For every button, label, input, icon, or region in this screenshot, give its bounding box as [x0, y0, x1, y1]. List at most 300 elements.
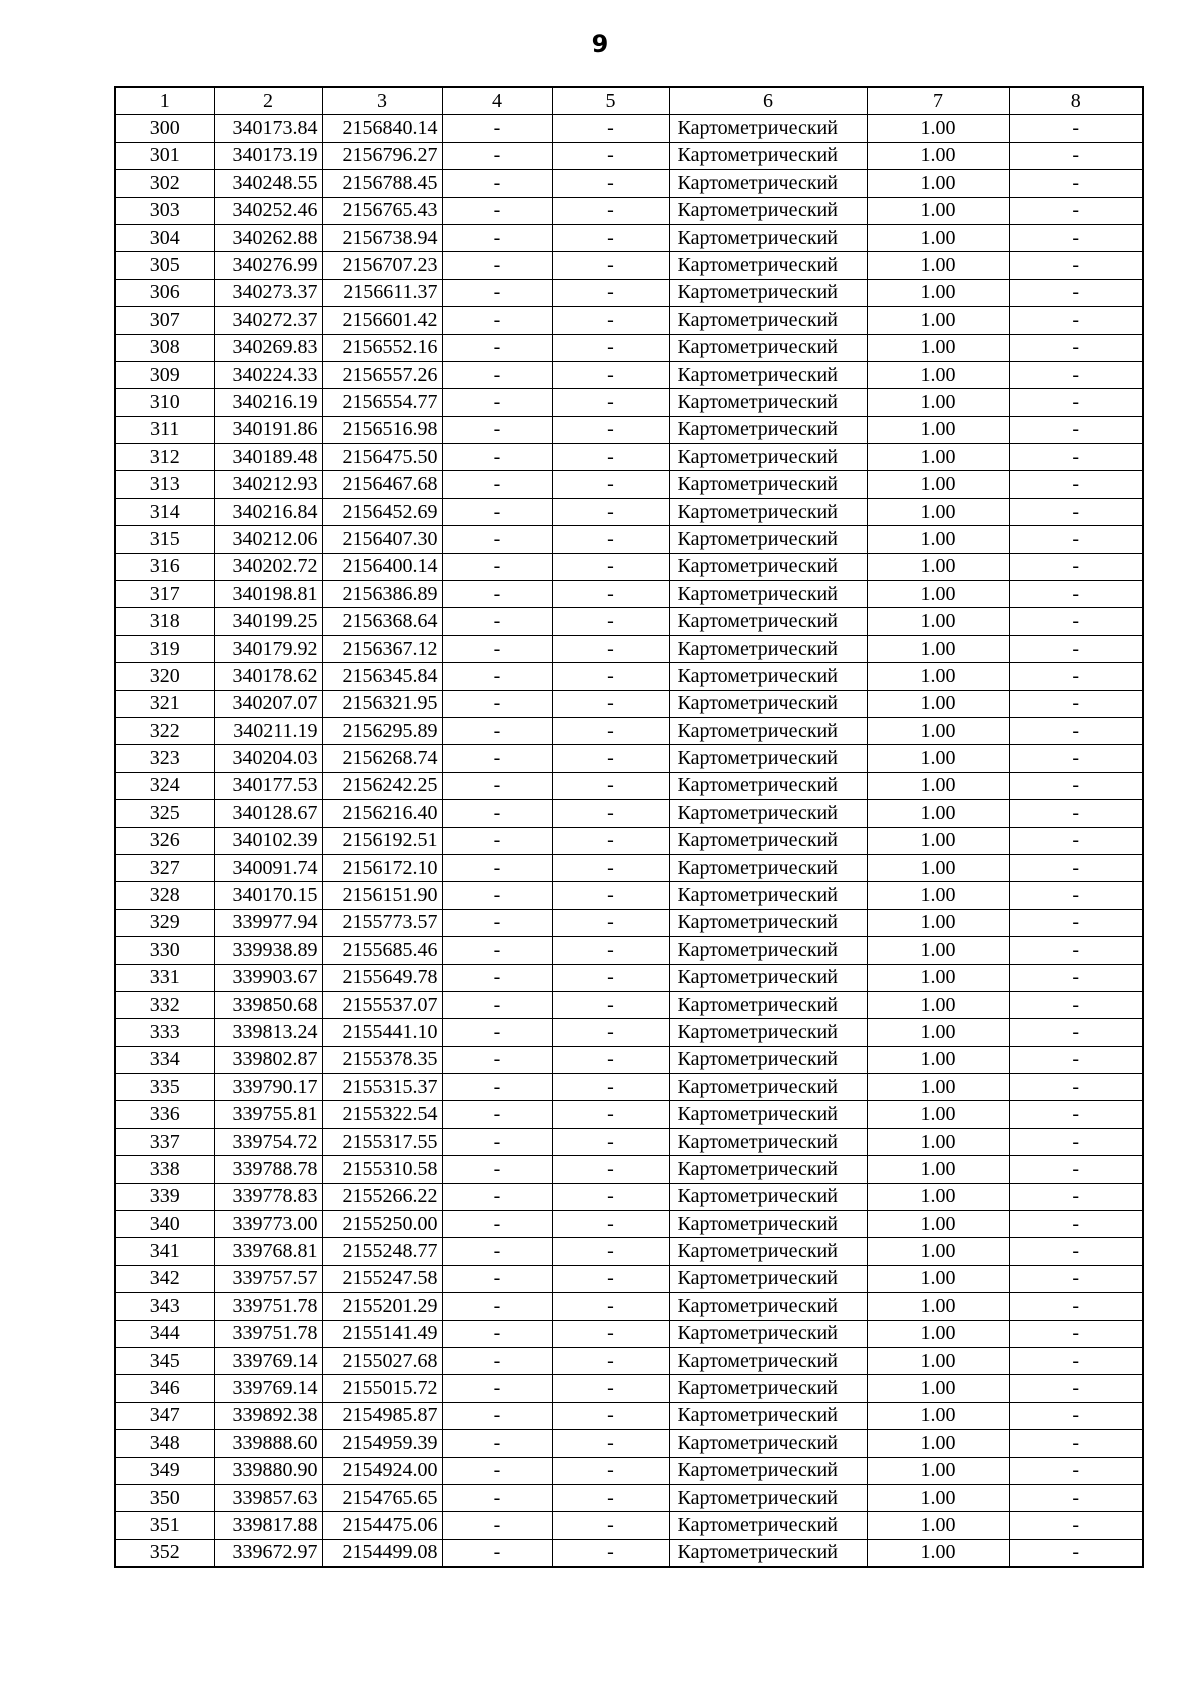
y-coordinate-cell: 2155315.37	[322, 1074, 442, 1101]
x-coordinate-cell: 340216.84	[214, 498, 322, 525]
method-cell: Картометрический	[669, 553, 867, 580]
col-8-cell: -	[1009, 854, 1143, 881]
x-coordinate-cell: 339751.78	[214, 1320, 322, 1347]
table-row	[115, 361, 1143, 388]
method-cell: Картометрический	[669, 170, 867, 197]
table-row	[115, 1457, 1143, 1484]
point-number-cell: 316	[115, 553, 214, 580]
method-cell: Картометрический	[669, 1293, 867, 1320]
accuracy-cell: 1.00	[867, 142, 1009, 169]
y-coordinate-cell: 2155248.77	[322, 1238, 442, 1265]
x-coordinate-cell: 339790.17	[214, 1074, 322, 1101]
y-coordinate-cell: 2155649.78	[322, 964, 442, 991]
y-coordinate-cell: 2155015.72	[322, 1375, 442, 1402]
accuracy-cell: 1.00	[867, 882, 1009, 909]
accuracy-cell: 1.00	[867, 1347, 1009, 1374]
col-8-cell: -	[1009, 1238, 1143, 1265]
accuracy-cell: 1.00	[867, 717, 1009, 744]
accuracy-cell: 1.00	[867, 690, 1009, 717]
col-5-cell: -	[552, 1457, 669, 1484]
point-number-cell: 341	[115, 1238, 214, 1265]
y-coordinate-cell: 2156840.14	[322, 115, 442, 142]
y-coordinate-cell: 2156475.50	[322, 444, 442, 471]
method-cell: Картометрический	[669, 608, 867, 635]
column-header-8: 8	[1009, 87, 1143, 115]
y-coordinate-cell: 2156368.64	[322, 608, 442, 635]
x-coordinate-cell: 339672.97	[214, 1539, 322, 1567]
col-5-cell: -	[552, 1265, 669, 1292]
col-4-cell: -	[442, 224, 552, 251]
table-row	[115, 224, 1143, 251]
col-5-cell: -	[552, 635, 669, 662]
table-row	[115, 197, 1143, 224]
col-5-cell: -	[552, 909, 669, 936]
accuracy-cell: 1.00	[867, 964, 1009, 991]
point-number-cell: 346	[115, 1375, 214, 1402]
table-row	[115, 690, 1143, 717]
col-8-cell: -	[1009, 498, 1143, 525]
table-row	[115, 170, 1143, 197]
y-coordinate-cell: 2155266.22	[322, 1183, 442, 1210]
method-cell: Картометрический	[669, 334, 867, 361]
col-4-cell: -	[442, 882, 552, 909]
col-4-cell: -	[442, 800, 552, 827]
col-5-cell: -	[552, 1019, 669, 1046]
table-row	[115, 581, 1143, 608]
col-4-cell: -	[442, 581, 552, 608]
col-8-cell: -	[1009, 307, 1143, 334]
col-4-cell: -	[442, 1539, 552, 1567]
col-5-cell: -	[552, 827, 669, 854]
y-coordinate-cell: 2156788.45	[322, 170, 442, 197]
x-coordinate-cell: 339938.89	[214, 937, 322, 964]
col-5-cell: -	[552, 745, 669, 772]
col-4-cell: -	[442, 1457, 552, 1484]
col-4-cell: -	[442, 279, 552, 306]
point-number-cell: 314	[115, 498, 214, 525]
y-coordinate-cell: 2154985.87	[322, 1402, 442, 1429]
col-4-cell: -	[442, 663, 552, 690]
table-row	[115, 444, 1143, 471]
accuracy-cell: 1.00	[867, 197, 1009, 224]
col-5-cell: -	[552, 1101, 669, 1128]
point-number-cell: 312	[115, 444, 214, 471]
col-8-cell: -	[1009, 197, 1143, 224]
col-4-cell: -	[442, 1074, 552, 1101]
col-4-cell: -	[442, 252, 552, 279]
method-cell: Картометрический	[669, 800, 867, 827]
col-5-cell: -	[552, 471, 669, 498]
table-row	[115, 827, 1143, 854]
col-5-cell: -	[552, 937, 669, 964]
table-row	[115, 663, 1143, 690]
table-row	[115, 334, 1143, 361]
x-coordinate-cell: 339850.68	[214, 991, 322, 1018]
col-8-cell: -	[1009, 526, 1143, 553]
col-5-cell: -	[552, 1539, 669, 1567]
method-cell: Картометрический	[669, 361, 867, 388]
table-row	[115, 252, 1143, 279]
point-number-cell: 307	[115, 307, 214, 334]
x-coordinate-cell: 339755.81	[214, 1101, 322, 1128]
x-coordinate-cell: 339892.38	[214, 1402, 322, 1429]
point-number-cell: 317	[115, 581, 214, 608]
y-coordinate-cell: 2154499.08	[322, 1539, 442, 1567]
x-coordinate-cell: 340091.74	[214, 854, 322, 881]
col-4-cell: -	[442, 1512, 552, 1539]
col-4-cell: -	[442, 745, 552, 772]
col-4-cell: -	[442, 1128, 552, 1155]
x-coordinate-cell: 340224.33	[214, 361, 322, 388]
point-number-cell: 348	[115, 1430, 214, 1457]
method-cell: Картометрический	[669, 1539, 867, 1567]
y-coordinate-cell: 2154959.39	[322, 1430, 442, 1457]
table-row	[115, 1019, 1143, 1046]
y-coordinate-cell: 2155378.35	[322, 1046, 442, 1073]
col-5-cell: -	[552, 1074, 669, 1101]
method-cell: Картометрический	[669, 663, 867, 690]
accuracy-cell: 1.00	[867, 115, 1009, 142]
col-5-cell: -	[552, 1238, 669, 1265]
y-coordinate-cell: 2155027.68	[322, 1347, 442, 1374]
accuracy-cell: 1.00	[867, 1074, 1009, 1101]
col-4-cell: -	[442, 1347, 552, 1374]
col-4-cell: -	[442, 1101, 552, 1128]
col-8-cell: -	[1009, 937, 1143, 964]
method-cell: Картометрический	[669, 389, 867, 416]
col-8-cell: -	[1009, 991, 1143, 1018]
table-row	[115, 937, 1143, 964]
x-coordinate-cell: 340202.72	[214, 553, 322, 580]
accuracy-cell: 1.00	[867, 937, 1009, 964]
accuracy-cell: 1.00	[867, 1265, 1009, 1292]
point-number-cell: 301	[115, 142, 214, 169]
y-coordinate-cell: 2154924.00	[322, 1457, 442, 1484]
col-5-cell: -	[552, 498, 669, 525]
table-header-row	[115, 87, 1143, 115]
point-number-cell: 315	[115, 526, 214, 553]
table-row	[115, 1046, 1143, 1073]
col-8-cell: -	[1009, 1019, 1143, 1046]
table-row	[115, 307, 1143, 334]
method-cell: Картометрический	[669, 882, 867, 909]
accuracy-cell: 1.00	[867, 1539, 1009, 1567]
accuracy-cell: 1.00	[867, 1183, 1009, 1210]
table-row	[115, 1101, 1143, 1128]
col-5-cell: -	[552, 1156, 669, 1183]
method-cell: Картометрический	[669, 1156, 867, 1183]
point-number-cell: 322	[115, 717, 214, 744]
method-cell: Картометрический	[669, 307, 867, 334]
y-coordinate-cell: 2156345.84	[322, 663, 442, 690]
method-cell: Картометрический	[669, 717, 867, 744]
method-cell: Картометрический	[669, 1402, 867, 1429]
accuracy-cell: 1.00	[867, 854, 1009, 881]
x-coordinate-cell: 340207.07	[214, 690, 322, 717]
col-8-cell: -	[1009, 1539, 1143, 1567]
col-4-cell: -	[442, 608, 552, 635]
y-coordinate-cell: 2155441.10	[322, 1019, 442, 1046]
col-5-cell: -	[552, 690, 669, 717]
x-coordinate-cell: 340179.92	[214, 635, 322, 662]
coordinates-table	[114, 86, 1144, 1568]
method-cell: Картометрический	[669, 115, 867, 142]
y-coordinate-cell: 2156192.51	[322, 827, 442, 854]
col-5-cell: -	[552, 361, 669, 388]
col-8-cell: -	[1009, 717, 1143, 744]
col-5-cell: -	[552, 800, 669, 827]
y-coordinate-cell: 2156611.37	[322, 279, 442, 306]
y-coordinate-cell: 2156765.43	[322, 197, 442, 224]
accuracy-cell: 1.00	[867, 416, 1009, 443]
col-4-cell: -	[442, 526, 552, 553]
accuracy-cell: 1.00	[867, 1512, 1009, 1539]
col-4-cell: -	[442, 635, 552, 662]
col-8-cell: -	[1009, 635, 1143, 662]
col-8-cell: -	[1009, 1457, 1143, 1484]
col-8-cell: -	[1009, 1156, 1143, 1183]
x-coordinate-cell: 339769.14	[214, 1347, 322, 1374]
table-row	[115, 142, 1143, 169]
accuracy-cell: 1.00	[867, 1156, 1009, 1183]
method-cell: Картометрический	[669, 1128, 867, 1155]
y-coordinate-cell: 2156242.25	[322, 772, 442, 799]
point-number-cell: 339	[115, 1183, 214, 1210]
table-row	[115, 416, 1143, 443]
point-number-cell: 333	[115, 1019, 214, 1046]
method-cell: Картометрический	[669, 416, 867, 443]
col-4-cell: -	[442, 937, 552, 964]
point-number-cell: 342	[115, 1265, 214, 1292]
point-number-cell: 324	[115, 772, 214, 799]
method-cell: Картометрический	[669, 1430, 867, 1457]
y-coordinate-cell: 2156452.69	[322, 498, 442, 525]
method-cell: Картометрический	[669, 498, 867, 525]
accuracy-cell: 1.00	[867, 991, 1009, 1018]
x-coordinate-cell: 340173.19	[214, 142, 322, 169]
col-4-cell: -	[442, 197, 552, 224]
x-coordinate-cell: 339751.78	[214, 1293, 322, 1320]
point-number-cell: 349	[115, 1457, 214, 1484]
col-5-cell: -	[552, 224, 669, 251]
col-4-cell: -	[442, 1375, 552, 1402]
col-4-cell: -	[442, 1238, 552, 1265]
table-row	[115, 1320, 1143, 1347]
point-number-cell: 329	[115, 909, 214, 936]
y-coordinate-cell: 2156216.40	[322, 800, 442, 827]
y-coordinate-cell: 2156268.74	[322, 745, 442, 772]
col-8-cell: -	[1009, 142, 1143, 169]
col-8-cell: -	[1009, 1183, 1143, 1210]
col-8-cell: -	[1009, 252, 1143, 279]
col-8-cell: -	[1009, 827, 1143, 854]
table-row	[115, 1211, 1143, 1238]
col-5-cell: -	[552, 279, 669, 306]
col-4-cell: -	[442, 772, 552, 799]
accuracy-cell: 1.00	[867, 909, 1009, 936]
method-cell: Картометрический	[669, 471, 867, 498]
y-coordinate-cell: 2156386.89	[322, 581, 442, 608]
accuracy-cell: 1.00	[867, 635, 1009, 662]
accuracy-cell: 1.00	[867, 663, 1009, 690]
accuracy-cell: 1.00	[867, 1457, 1009, 1484]
method-cell: Картометрический	[669, 772, 867, 799]
method-cell: Картометрический	[669, 854, 867, 881]
table-row	[115, 1375, 1143, 1402]
table-row	[115, 1347, 1143, 1374]
accuracy-cell: 1.00	[867, 279, 1009, 306]
table-row	[115, 854, 1143, 881]
point-number-cell: 334	[115, 1046, 214, 1073]
method-cell: Картометрический	[669, 279, 867, 306]
point-number-cell: 319	[115, 635, 214, 662]
method-cell: Картометрический	[669, 444, 867, 471]
table-row	[115, 1074, 1143, 1101]
col-8-cell: -	[1009, 882, 1143, 909]
method-cell: Картометрический	[669, 1074, 867, 1101]
accuracy-cell: 1.00	[867, 1430, 1009, 1457]
col-5-cell: -	[552, 1211, 669, 1238]
point-number-cell: 309	[115, 361, 214, 388]
method-cell: Картометрический	[669, 1019, 867, 1046]
col-5-cell: -	[552, 553, 669, 580]
col-4-cell: -	[442, 991, 552, 1018]
x-coordinate-cell: 339788.78	[214, 1156, 322, 1183]
accuracy-cell: 1.00	[867, 1375, 1009, 1402]
col-4-cell: -	[442, 690, 552, 717]
x-coordinate-cell: 340191.86	[214, 416, 322, 443]
table-row	[115, 991, 1143, 1018]
table-row	[115, 909, 1143, 936]
col-5-cell: -	[552, 1512, 669, 1539]
y-coordinate-cell: 2156557.26	[322, 361, 442, 388]
column-header-5: 5	[552, 87, 669, 115]
col-8-cell: -	[1009, 1265, 1143, 1292]
x-coordinate-cell: 340204.03	[214, 745, 322, 772]
col-8-cell: -	[1009, 361, 1143, 388]
method-cell: Картометрический	[669, 1457, 867, 1484]
col-5-cell: -	[552, 416, 669, 443]
method-cell: Картометрический	[669, 252, 867, 279]
y-coordinate-cell: 2156738.94	[322, 224, 442, 251]
method-cell: Картометрический	[669, 1484, 867, 1511]
col-5-cell: -	[552, 581, 669, 608]
col-4-cell: -	[442, 444, 552, 471]
col-4-cell: -	[442, 1183, 552, 1210]
col-5-cell: -	[552, 772, 669, 799]
accuracy-cell: 1.00	[867, 170, 1009, 197]
x-coordinate-cell: 340177.53	[214, 772, 322, 799]
col-5-cell: -	[552, 663, 669, 690]
method-cell: Картометрический	[669, 526, 867, 553]
x-coordinate-cell: 340212.93	[214, 471, 322, 498]
x-coordinate-cell: 339903.67	[214, 964, 322, 991]
column-header-6: 6	[669, 87, 867, 115]
x-coordinate-cell: 340272.37	[214, 307, 322, 334]
col-4-cell: -	[442, 827, 552, 854]
y-coordinate-cell: 2156552.16	[322, 334, 442, 361]
point-number-cell: 336	[115, 1101, 214, 1128]
x-coordinate-cell: 340170.15	[214, 882, 322, 909]
x-coordinate-cell: 339880.90	[214, 1457, 322, 1484]
point-number-cell: 343	[115, 1293, 214, 1320]
y-coordinate-cell: 2155317.55	[322, 1128, 442, 1155]
x-coordinate-cell: 340211.19	[214, 717, 322, 744]
accuracy-cell: 1.00	[867, 1046, 1009, 1073]
col-8-cell: -	[1009, 389, 1143, 416]
col-4-cell: -	[442, 964, 552, 991]
col-8-cell: -	[1009, 608, 1143, 635]
col-5-cell: -	[552, 991, 669, 1018]
table-row	[115, 1156, 1143, 1183]
y-coordinate-cell: 2156407.30	[322, 526, 442, 553]
point-number-cell: 332	[115, 991, 214, 1018]
accuracy-cell: 1.00	[867, 1484, 1009, 1511]
col-8-cell: -	[1009, 279, 1143, 306]
col-8-cell: -	[1009, 553, 1143, 580]
point-number-cell: 310	[115, 389, 214, 416]
y-coordinate-cell: 2156151.90	[322, 882, 442, 909]
col-5-cell: -	[552, 717, 669, 744]
accuracy-cell: 1.00	[867, 1320, 1009, 1347]
point-number-cell: 302	[115, 170, 214, 197]
x-coordinate-cell: 339778.83	[214, 1183, 322, 1210]
y-coordinate-cell: 2156707.23	[322, 252, 442, 279]
x-coordinate-cell: 340173.84	[214, 115, 322, 142]
col-4-cell: -	[442, 142, 552, 169]
col-8-cell: -	[1009, 800, 1143, 827]
col-4-cell: -	[442, 1156, 552, 1183]
point-number-cell: 331	[115, 964, 214, 991]
x-coordinate-cell: 340198.81	[214, 581, 322, 608]
col-5-cell: -	[552, 307, 669, 334]
col-4-cell: -	[442, 334, 552, 361]
y-coordinate-cell: 2155773.57	[322, 909, 442, 936]
point-number-cell: 318	[115, 608, 214, 635]
col-4-cell: -	[442, 1019, 552, 1046]
accuracy-cell: 1.00	[867, 307, 1009, 334]
x-coordinate-cell: 340269.83	[214, 334, 322, 361]
point-number-cell: 323	[115, 745, 214, 772]
point-number-cell: 321	[115, 690, 214, 717]
column-header-4: 4	[442, 87, 552, 115]
col-5-cell: -	[552, 1320, 669, 1347]
point-number-cell: 344	[115, 1320, 214, 1347]
col-8-cell: -	[1009, 1293, 1143, 1320]
x-coordinate-cell: 339773.00	[214, 1211, 322, 1238]
column-header-7: 7	[867, 87, 1009, 115]
col-4-cell: -	[442, 1046, 552, 1073]
table-row	[115, 115, 1143, 142]
point-number-cell: 340	[115, 1211, 214, 1238]
method-cell: Картометрический	[669, 1101, 867, 1128]
accuracy-cell: 1.00	[867, 252, 1009, 279]
col-4-cell: -	[442, 717, 552, 744]
col-5-cell: -	[552, 142, 669, 169]
y-coordinate-cell: 2154765.65	[322, 1484, 442, 1511]
col-4-cell: -	[442, 1484, 552, 1511]
x-coordinate-cell: 340178.62	[214, 663, 322, 690]
col-5-cell: -	[552, 334, 669, 361]
col-5-cell: -	[552, 1402, 669, 1429]
table-row	[115, 1512, 1143, 1539]
table-row	[115, 1265, 1143, 1292]
accuracy-cell: 1.00	[867, 608, 1009, 635]
table-row	[115, 526, 1143, 553]
col-5-cell: -	[552, 1183, 669, 1210]
col-5-cell: -	[552, 854, 669, 881]
method-cell: Картометрический	[669, 991, 867, 1018]
